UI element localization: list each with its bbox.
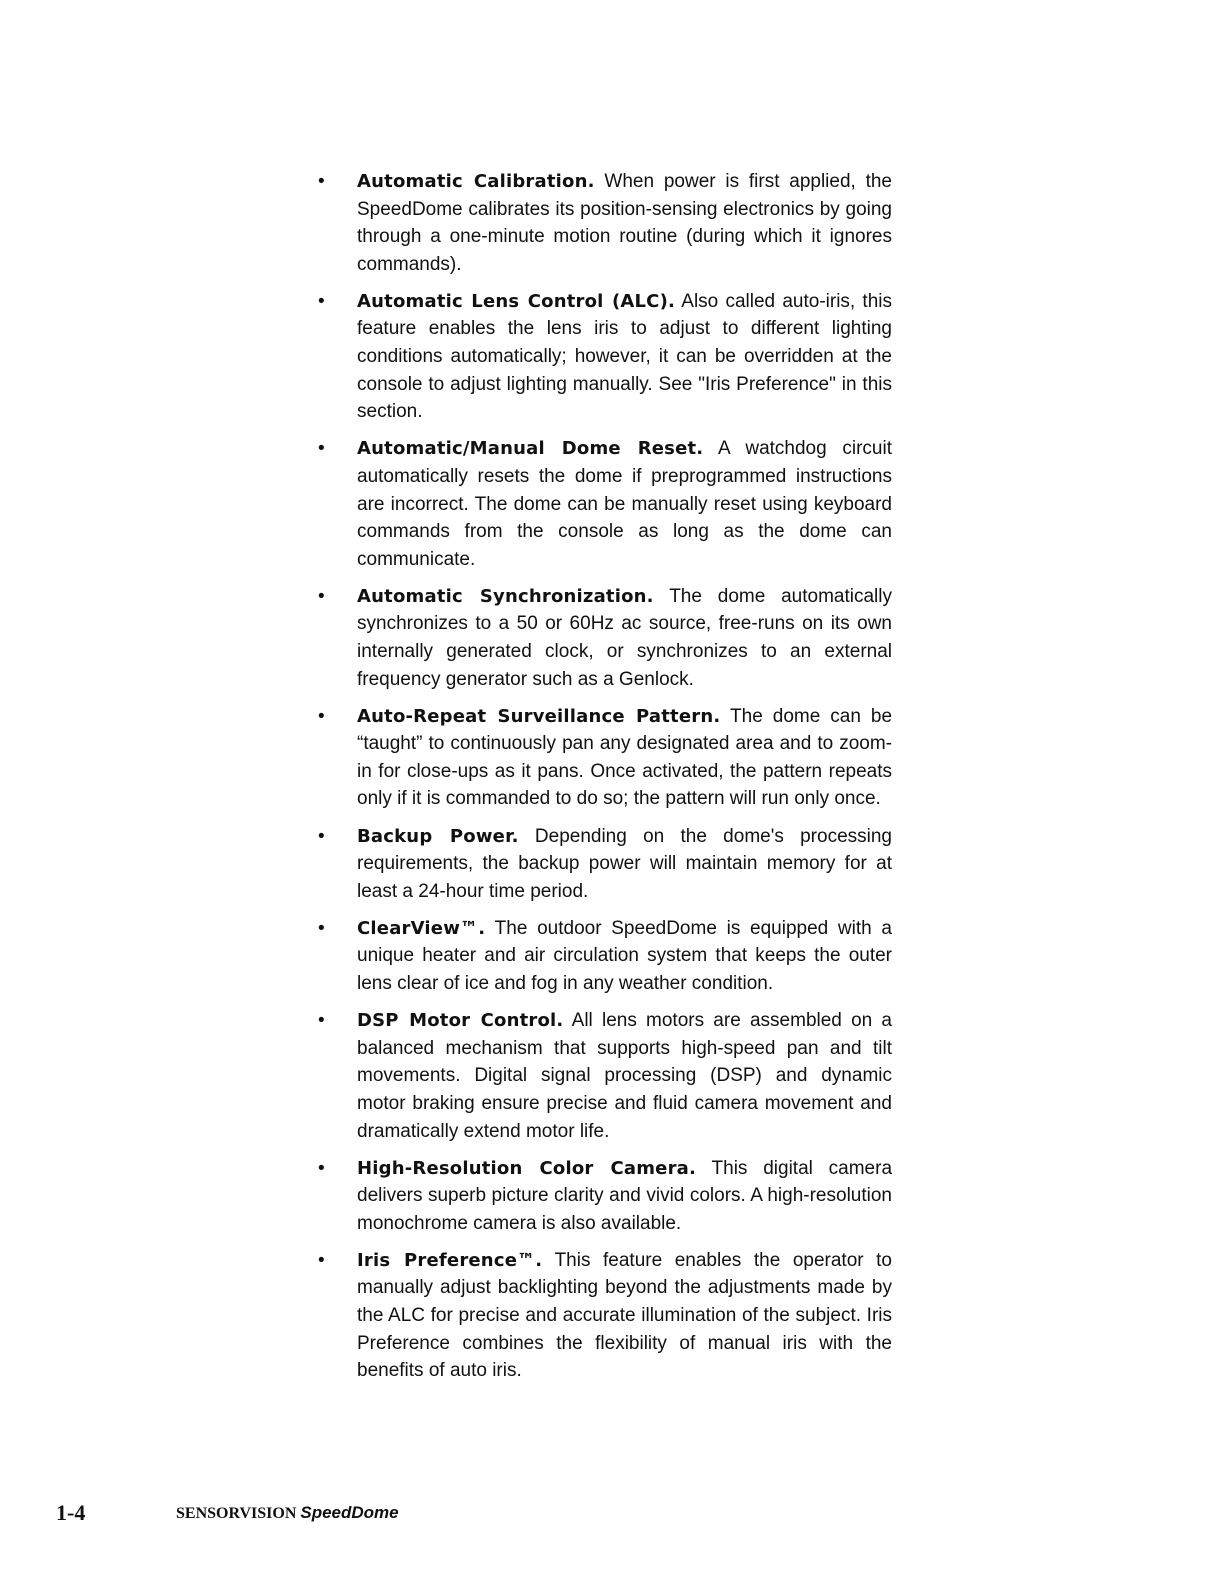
feature-body: Also called auto-iris, this feature enables the lens iris to adjust to different lighting conditions automatically; however, it can be overridden at the console to adjust lighting manually. See "Iris Preference" in this section. bbox=[357, 290, 893, 423]
page-number: 1-4 bbox=[56, 1500, 86, 1525]
bullet-icon: • bbox=[318, 1249, 325, 1271]
feature-item bbox=[318, 288, 892, 426]
feature-title: Backup Power. bbox=[357, 825, 519, 847]
feature-body: All lens motors are assembled on a balanced mechanism that supports high-speed pan and tilt movements. Digital signal processing (DSP) and dynamic motor braking ensure precise and fluid camera movement and dramatically extend motor life. bbox=[357, 1010, 892, 1142]
feature-item bbox=[318, 823, 892, 906]
feature-title: DSP Motor Control. bbox=[357, 1010, 564, 1032]
bullet-icon: • bbox=[318, 585, 325, 607]
feature-title: Iris Preference™. bbox=[357, 1249, 543, 1271]
feature-title: Automatic/Manual Dome Reset. bbox=[357, 438, 704, 460]
bullet-icon: • bbox=[318, 438, 325, 460]
bullet-icon: • bbox=[318, 171, 325, 192]
bullet-icon: • bbox=[318, 1010, 325, 1032]
feature-body: The outdoor SpeedDome is equipped with a unique heater and air circulation system that keeps the outer lens clear of ice and fog in any weather condition. bbox=[357, 917, 892, 995]
feature-body: Depending on the dome's processing requirements, the backup power will maintain memory for at least a 24-hour time period. bbox=[357, 825, 892, 902]
feature-body: This digital camera delivers superb picture clarity and vivid colors. A high-resolution monochrome camera is also available. bbox=[357, 1157, 893, 1234]
feature-body: When power is first applied, the SpeedDome calibrates its position-sensing electronics by going through a one-minute motion routine (during which it ignores commands). bbox=[357, 171, 892, 275]
bullet-icon: • bbox=[318, 1157, 325, 1179]
feature-title: Automatic Lens Control (ALC). bbox=[357, 290, 676, 312]
feature-title: ClearView™. bbox=[357, 917, 486, 939]
feature-list bbox=[318, 168, 892, 1394]
feature-body: The dome automatically synchronizes to a 50 or 60Hz ac source, free-runs on its own internally generated clock, or synchronizes to an external frequency generator such as a Genlock. bbox=[357, 585, 892, 690]
feature-item bbox=[318, 1007, 892, 1145]
feature-item bbox=[318, 168, 892, 278]
footer-product: SpeedDome bbox=[300, 1503, 399, 1522]
footer-brand: SENSORVISION bbox=[176, 1505, 297, 1522]
feature-item bbox=[318, 915, 892, 998]
bullet-icon: • bbox=[318, 290, 325, 312]
feature-body: A watchdog circuit automatically resets the dome if preprogrammed instructions are incorrect. The dome can be manually reset using keyboard commands from the console as long as the dome can communicate. bbox=[357, 438, 893, 570]
feature-title: Automatic Synchronization. bbox=[357, 585, 654, 607]
feature-item bbox=[318, 1247, 892, 1385]
feature-item bbox=[318, 583, 892, 693]
footer-title bbox=[176, 1503, 399, 1523]
feature-title: Auto-Repeat Surveillance Pattern. bbox=[357, 705, 721, 727]
feature-item bbox=[318, 1155, 892, 1238]
bullet-icon: • bbox=[318, 917, 325, 939]
feature-title: Automatic Calibration. bbox=[357, 171, 595, 192]
feature-body: This feature enables the operator to manually adjust backlighting beyond the adjustments made by the ALC for precise and accurate illumination of the subject. Iris Preference combines the flexibility of manual iris with the benefits of auto iris. bbox=[357, 1249, 892, 1382]
feature-body: The dome can be “taught” to continuously pan any designated area and to zoom-in for close-ups as it pans. Once activated, the pattern repeats only if it is commanded to do so; the pattern will run only once. bbox=[357, 705, 893, 810]
feature-item bbox=[318, 435, 892, 573]
bullet-icon: • bbox=[318, 825, 325, 847]
bullet-icon: • bbox=[318, 705, 325, 727]
feature-title: High-Resolution Color Camera. bbox=[357, 1157, 697, 1179]
feature-item bbox=[318, 703, 892, 813]
